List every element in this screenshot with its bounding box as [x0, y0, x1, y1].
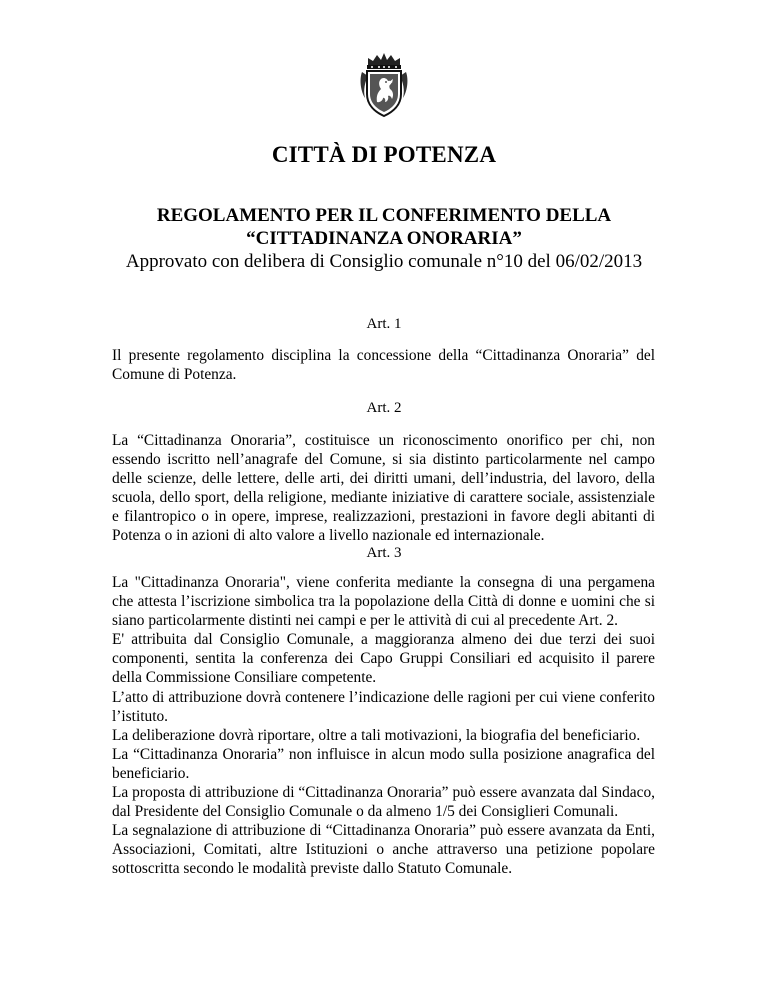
- city-title: CITTÀ DI POTENZA: [271, 142, 497, 167]
- paragraph: La proposta di attribuzione di “Cittadinanza Onoraria” può essere avanzata dal Sindaco, dal Presidente del Consiglio Comunale o da almeno 1/5 dei Consiglieri Comunali.: [112, 784, 655, 821]
- paragraph: L’atto di attribuzione dovrà contenere l’indicazione delle ragioni per cui viene conferito l’istituto.: [112, 688, 655, 725]
- paragraph: La deliberazione dovrà riportare, oltre a tali motivazioni, la biografia del beneficiario.: [112, 726, 641, 744]
- paragraph: E' attribuita dal Consiglio Comunale, a maggioranza almeno dei due terzi dei suoi componenti, sentita la conferenza dei Capo Gruppi Consiliari ed acquisito il parere della Commissione Consiliare competente.: [112, 631, 655, 687]
- paragraph: Il presente regolamento disciplina la concessione della “Cittadinanza Onoraria” del Comune di Potenza.: [112, 347, 655, 384]
- approval-note: Approvato con delibera di Consiglio comunale n°10 del 06/02/2013: [125, 251, 643, 272]
- city-crest-icon: [359, 52, 409, 118]
- article-1-body: [112, 346, 655, 384]
- article-1-heading: Art. 1: [366, 316, 402, 332]
- article-3-heading: Art. 3: [366, 545, 402, 561]
- paragraph: La “Cittadinanza Onoraria”, costituisce un riconoscimento onorifico per chi, non essendo iscritto nell’anagrafe del Comune, si sia distinto particolarmente nel campo delle scienze, delle lettere, delle arti, dei diritti umani, dell’industria, del lavoro, della scuola, dello sport, della religione, mediante iniziative di carattere sociale, assistenziale e filantropico o in opere, imprese, realizzazioni, prestazioni in favore degli abitanti di Potenza o in azioni di alto valore a livello nazionale ed internazionale.: [112, 432, 655, 545]
- article-2-body: [112, 431, 655, 546]
- article-2-heading: Art. 2: [366, 400, 402, 416]
- paragraph: La segnalazione di attribuzione di “Cittadinanza Onoraria” può essere avanzata da Enti, Associazioni, Comitati, altre Istituzioni o anche attraverso una petizione popolare sottoscritta secondo le modalità previste dallo Statuto Comunale.: [112, 822, 655, 878]
- paragraph: La "Cittadinanza Onoraria", viene conferita mediante la consegna di una pergamena che attesta l’iscrizione simbolica tra la popolazione della Città di donne e uomini che si siano particolarmente distinti nei campi e per le attività di cui al precedente Art. 2.: [112, 574, 655, 630]
- paragraph: La “Cittadinanza Onoraria” non influisce in alcun modo sulla posizione anagrafica del beneficiario.: [112, 745, 655, 782]
- regulation-title-line1: REGOLAMENTO PER IL CONFERIMENTO DELLA: [156, 205, 612, 226]
- regulation-title-line2: “CITTADINANZA ONORARIA”: [246, 228, 522, 249]
- article-3-body: [112, 573, 655, 879]
